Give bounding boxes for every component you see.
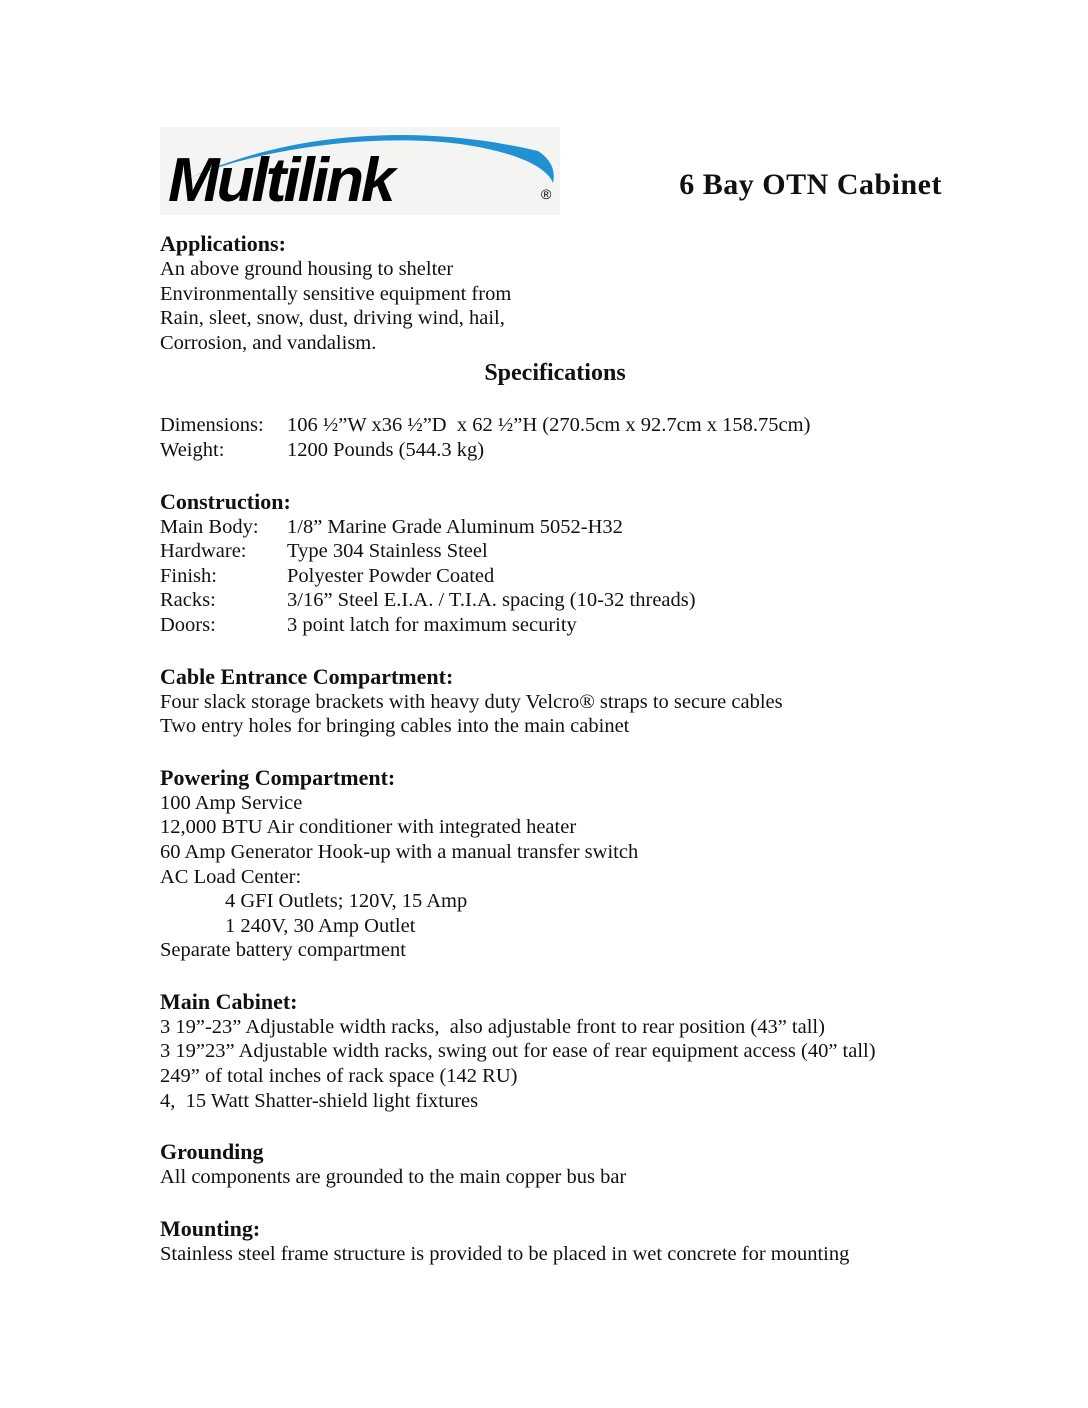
body-line-indented: 1 240V, 30 Amp Outlet [225,914,416,937]
main-cabinet-heading: Main Cabinet: [160,988,298,1014]
body-line: AC Load Center: [160,865,302,888]
spec-value: Polyester Powder Coated [287,564,495,587]
spec-row [160,564,950,589]
section-grounding [160,1139,950,1190]
spec-row [160,539,950,564]
document-header [160,0,950,215]
logo-brand-text: Multilink [168,146,393,215]
spec-row [160,438,950,463]
body-line-indented: 4 GFI Outlets; 120V, 15 Amp [225,890,468,913]
multilink-logo-image [160,127,560,215]
body-line: Two entry holes for bringing cables into the main cabinet [160,715,630,738]
specifications-heading: Specifications [484,360,626,387]
spec-label: Weight: [160,438,225,461]
construction-heading: Construction: [160,488,291,514]
spec-label: Dimensions: [160,414,264,437]
spec-value: 106 ½”W x36 ½”D x 62 ½”H (270.5cm x 92.7cm x 158.75cm) [287,414,811,437]
body-line: 249” of total inches of rack space (142 RU) [160,1065,518,1088]
page-title: 6 Bay OTN Cabinet [679,168,942,201]
body-line: 3 19”-23” Adjustable width racks, also adjustable front to rear position (43” tall) [160,1015,825,1038]
spec-value: 3/16” Steel E.I.A. / T.I.A. spacing (10-32 threads) [287,589,696,612]
spec-row [160,613,950,638]
spec-value: 1200 Pounds (544.3 kg) [287,438,485,461]
spec-label: Racks: [160,589,216,612]
spec-label: Doors: [160,613,216,636]
body-line: 60 Amp Generator Hook-up with a manual transfer switch [160,840,639,863]
section-construction [160,489,950,638]
body-line: Stainless steel frame structure is provided to be placed in wet concrete for mounting [160,1242,850,1265]
body-line: Four slack storage brackets with heavy duty Velcro® straps to secure cables [160,690,783,713]
spec-row [160,515,950,540]
grounding-heading: Grounding [160,1139,264,1165]
spec-label: Main Body: [160,515,259,538]
powering-heading: Powering Compartment: [160,764,396,790]
multilink-logo [160,127,560,215]
applications-heading: Applications: [160,231,286,256]
spec-row [160,588,950,613]
section-dimensions [160,413,950,462]
logo-registered-mark: ® [541,186,552,202]
body-line: Corrosion, and vandalism. [160,331,377,354]
body-line: 12,000 BTU Air conditioner with integrated heater [160,816,577,839]
body-line: 4, 15 Watt Shatter-shield light fixtures [160,1089,479,1112]
body-line: Rain, sleet, snow, dust, driving wind, hail, [160,307,505,330]
section-mounting [160,1216,950,1267]
section-cable-entrance [160,664,950,739]
spec-value: 1/8” Marine Grade Aluminum 5052-H32 [287,515,623,538]
body-line: 100 Amp Service [160,791,303,814]
body-line: Environmentally sensitive equipment from [160,282,512,305]
section-main-cabinet [160,989,950,1113]
body-line: 3 19”23” Adjustable width racks, swing out for ease of rear equipment access (40” tall) [160,1040,876,1063]
spec-value: 3 point latch for maximum security [287,613,577,636]
section-powering [160,765,950,963]
spec-label: Hardware: [160,540,247,563]
spec-label: Finish: [160,564,217,587]
section-applications [160,231,950,355]
spec-row [160,413,950,438]
body-line: Separate battery compartment [160,939,406,962]
body-line: An above ground housing to shelter [160,258,454,280]
spec-value: Type 304 Stainless Steel [287,540,488,563]
mounting-heading: Mounting: [160,1215,261,1241]
cable-entrance-heading: Cable Entrance Compartment: [160,663,454,689]
document-page [160,0,950,1266]
body-line: All components are grounded to the main copper bus bar [160,1166,627,1189]
